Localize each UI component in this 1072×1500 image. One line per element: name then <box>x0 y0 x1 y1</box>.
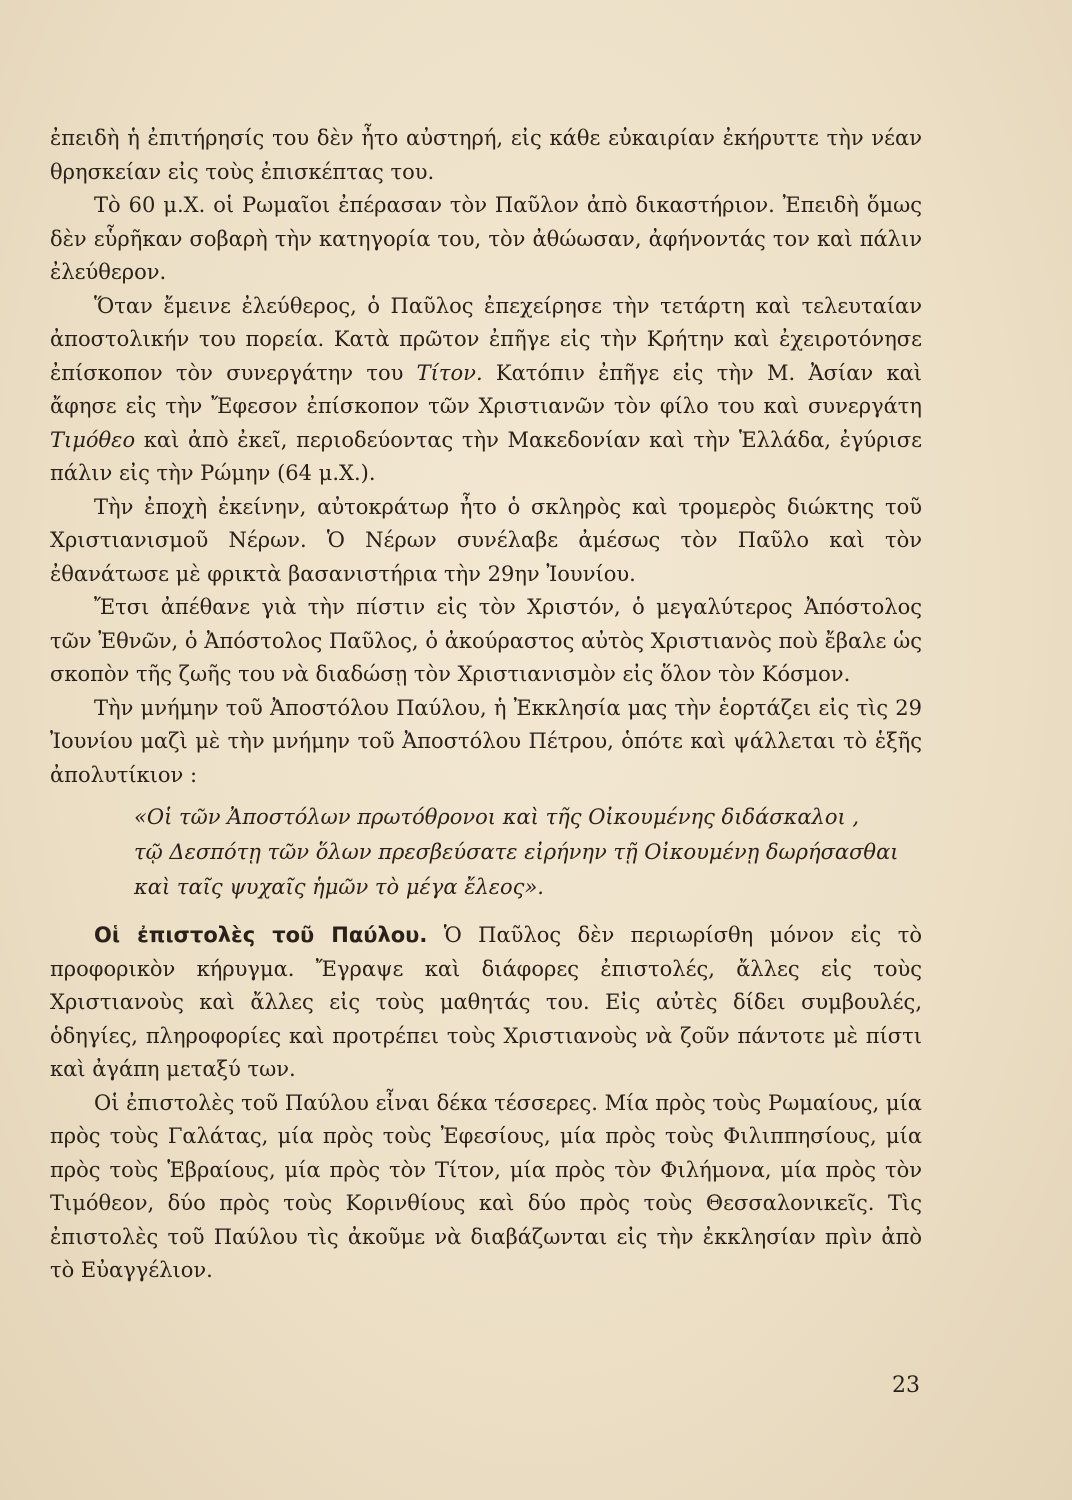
paragraph-fourth-journey <box>50 290 922 491</box>
fourth-journey-text-2: Κατόπιν ἐπῆγε εἰς τὴν Μ. Ἀσίαν καὶ ἄφησε εἰς τὴν Ἔφεσον ἐπίσκοπον τῶν Χριστιανῶν τὸν φίλο του καὶ συνεργάτη <box>50 360 922 418</box>
paragraph-nero: Τὴν ἐποχὴ ἐκείνην, αὐτοκράτωρ ἦτο ὁ σκληρὸς καὶ τρομερὸς διώκτης τοῦ Χριστιανισμοῦ Νέρων. Ὁ Νέρων συνέλαβε ἀμέσως τὸν Παῦλο καὶ τὸν ἐθανάτωσε μὲ φρικτὰ βασανιστήρια τὴν 29ην Ἰουνίου. <box>50 494 922 586</box>
fourth-journey-text-1: Ὅταν ἔμεινε ἐλεύθερος, ὁ Παῦλος ἐπεχείρησε τὴν τετάρτη καὶ τελευταίαν ἀποστολικήν του πορεία. Κατὰ πρῶτον ἐπῆγε εἰς τὴν Κρήτην καὶ ἐχειροτόνησε ἐπίσκοπον τὸν συνεργάτην του <box>50 293 922 385</box>
hymn-line-1: «Οἱ τῶν Ἀποστόλων πρωτόθρονοι καὶ τῆς Οἰκουμένης διδάσκαλοι , <box>134 805 860 829</box>
page-number: 23 <box>892 1373 920 1398</box>
fourth-journey-text-3: καὶ ἀπὸ ἐκεῖ, περιοδεύοντας τὴν Μακεδονίαν καὶ τὴν Ἑλλάδα, ἐγύρισε πάλιν εἰς τὴν Ρώμην (64 μ.Χ.). <box>50 427 922 485</box>
paragraph-death: Ἔτσι ἀπέθανε γιὰ τὴν πίστιν εἰς τὸν Χριστόν, ὁ μεγαλύτερος Ἀπόστολος τῶν Ἐθνῶν, ὁ Ἀπόστολος Παῦλος, ὁ ἀκούραστος αὐτὸς Χριστιανὸς ποὺ ἔβαλε ὡς σκοπὸν τῆς ζωῆς του νὰ διαδώσῃ τὸν Χριστιανισμὸν εἰς ὅλον τὸν Κόσμον. <box>50 595 922 686</box>
apolytikion-hymn <box>50 800 922 905</box>
hymn-line-2: τῷ Δεσπότῃ τῶν ὅλων πρεσβεύσατε εἰρήνην τῇ Οἰκουμένῃ δωρήσασθαι <box>134 840 899 864</box>
epistles-intro-text: Ὁ Παῦλος δὲν περιωρίσθη μόνον εἰς τὸ προφορικὸν κήρυγμα. Ἔγραψε καὶ διάφορες ἐπιστολές, ἄλλες εἰς τοὺς Χριστιανοὺς καὶ ἄλλες εἰς τοὺς μαθητάς του. Εἰς αὐτὲς δίδει συμβουλές, ὁδηγίες, πληροφορίες καὶ προτρέπει τοὺς Χριστιανοὺς νὰ ζοῦν πάντοτε μὲ πίστι καὶ ἀγάπη μεταξύ των. <box>50 923 922 1081</box>
hymn-line-3: καὶ ταῖς ψυχαῖς ἡμῶν τὸ μέγα ἔλεος». <box>134 875 544 899</box>
paragraph-imprisonment: ἐπειδὴ ἡ ἐπιτήρησίς του δὲν ἦτο αὐστηρή, εἰς κάθε εὐκαιρίαν ἐκήρυττε τὴν νέαν θρησκείαν εἰς τοὺς ἐπισκέπτας του. <box>50 126 922 184</box>
paragraph-epistles-list: Οἱ ἐπιστολὲς τοῦ Παύλου εἶναι δέκα τέσσερες. Μία πρὸς τοὺς Ρωμαίους, μία πρὸς τοὺς Γαλάτας, μία πρὸς τοὺς Ἐφεσίους, μία πρὸς τοὺς Φιλιππησίους, μία πρὸς τοὺς Ἑβραίους, μία πρὸς τὸν Τίτον, μία πρὸς τὸν Φιλήμονα, μία πρὸς τὸν Τιμόθεον, δύο πρὸς τοὺς Κορινθίους καὶ δύο πρὸς τοὺς Θεσσαλονικεῖς. Τὶς ἐπιστολὲς τοῦ Παύλου τὶς ἀκοῦμε νὰ διαβάζωνται εἰς τὴν ἐκκλησίαν πρὶν ἀπὸ τὸ Εὐαγγέλιον. <box>50 1090 922 1282</box>
section-heading-epistles: Οἱ ἐπιστολὲς τοῦ Παύλου. <box>94 923 428 947</box>
name-timothy: Τιμόθεο <box>50 427 136 452</box>
paragraph-epistles-intro <box>50 919 922 1087</box>
name-titus: Τίτον. <box>416 360 483 385</box>
paragraph-acquittal: Τὸ 60 μ.Χ. οἱ Ρωμαῖοι ἐπέρασαν τὸν Παῦλον ἀπὸ δικαστήριον. Ἐπειδὴ ὅμως δὲν εὗρῆκαν σοβαρὴ τὴν κατηγορία του, τὸν ἀθώωσαν, ἀφήνοντάς τον καὶ πάλιν ἐλεύθερον. <box>50 193 922 284</box>
page-body-text <box>50 122 922 1288</box>
paragraph-feast-day: Τὴν μνήμην τοῦ Ἀποστόλου Παύλου, ἡ Ἐκκλησία μας τὴν ἑορτάζει εἰς τὶς 29 Ἰουνίου μαζὶ μὲ τὴν μνήμην τοῦ Ἀποστόλου Πέτρου, ὁπότε καὶ ψάλλεται τὸ ἑξῆς ἀπολυτίκιον : <box>50 695 922 787</box>
